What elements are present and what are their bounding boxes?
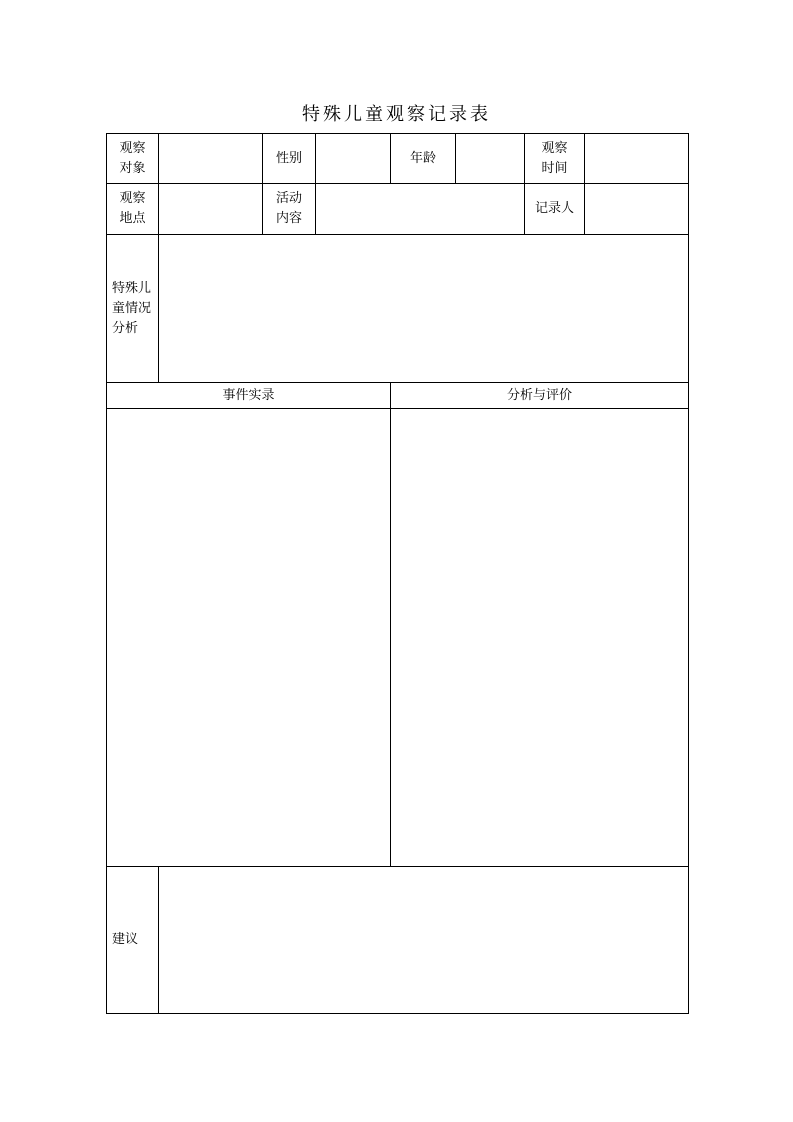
observe-place-line2: 地点 [119,211,146,226]
recorder-field[interactable] [584,183,689,235]
observe-time-field[interactable] [584,133,689,184]
event-record-field[interactable] [106,408,391,867]
observe-time-line1: 观察 [541,140,568,156]
observe-place-label [106,183,159,235]
activity-content-line1: 活动 [275,191,302,206]
observe-subject-line1: 观察 [119,140,146,156]
analysis-eval-field[interactable] [390,408,689,867]
observe-place-field[interactable] [158,183,263,235]
analysis-eval-header: 分析与评价 [390,382,689,409]
form-title: 特殊儿童观察记录表 [302,104,491,125]
activity-content-field[interactable] [315,183,525,235]
situation-analysis-line3: 分析 [112,320,139,336]
situation-analysis-field[interactable] [158,234,689,383]
situation-analysis-line1: 特殊儿 [112,280,152,296]
gender-label: 性别 [262,133,316,184]
observe-place-line1: 观察 [119,191,146,206]
suggestion-field[interactable] [158,866,689,1014]
observe-subject-field[interactable] [158,133,263,184]
gender-field[interactable] [315,133,391,184]
situation-analysis-line2: 童情况 [112,300,152,316]
activity-content-line2: 内容 [275,211,302,226]
observe-time-label [524,133,585,184]
suggestion-label: 建议 [106,866,159,1014]
observe-subject-label [106,133,159,184]
age-field[interactable] [455,133,525,184]
observe-subject-line2: 对象 [119,160,146,176]
recorder-label: 记录人 [524,183,585,235]
event-record-header: 事件实录 [106,382,391,409]
observe-time-line2: 时间 [541,160,568,176]
age-label: 年龄 [390,133,456,184]
situation-analysis-label [106,234,159,383]
activity-content-label [262,183,316,235]
